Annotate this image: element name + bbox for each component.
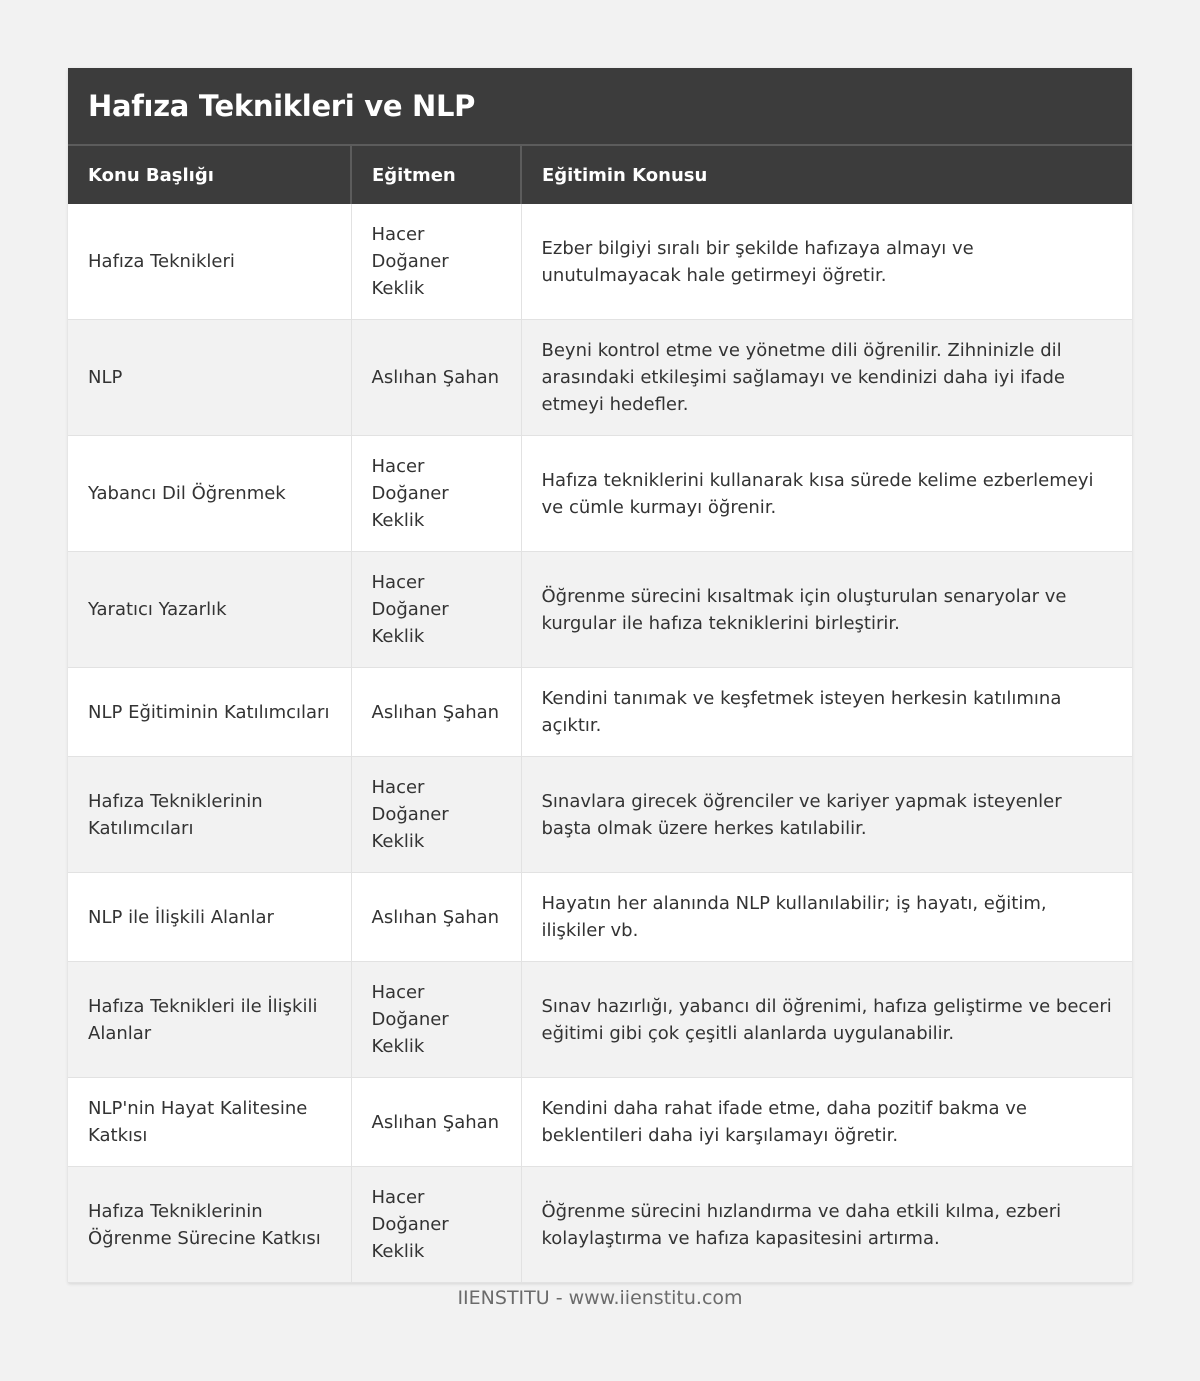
- table-row: [68, 320, 1132, 436]
- table-row: [68, 757, 1132, 873]
- cell-subject: Hafıza tekniklerini kullanarak kısa sürede kelime ezberlemeyi ve cümle kurmayı öğrenir.: [521, 436, 1132, 552]
- table-header: [68, 145, 1132, 204]
- cell-subject: Sınavlara girecek öğrenciler ve kariyer yapmak isteyenler başta olmak üzere herkes katılabilir.: [521, 757, 1132, 873]
- cell-topic: Yabancı Dil Öğrenmek: [68, 436, 351, 552]
- cell-trainer: Hacer Doğaner Keklik: [351, 962, 521, 1078]
- table-row: [68, 668, 1132, 757]
- table-body: [68, 204, 1132, 1283]
- table-row: [68, 436, 1132, 552]
- cell-topic: NLP: [68, 320, 351, 436]
- cell-subject: Kendini tanımak ve keşfetmek isteyen herkesin katılımına açıktır.: [521, 668, 1132, 757]
- cell-trainer: Aslıhan Şahan: [351, 1078, 521, 1167]
- cell-subject: Ezber bilgiyi sıralı bir şekilde hafızaya almayı ve unutulmayacak hale getirmeyi öğretir.: [521, 204, 1132, 320]
- cell-trainer: Hacer Doğaner Keklik: [351, 436, 521, 552]
- cell-topic: Yaratıcı Yazarlık: [68, 552, 351, 668]
- page-title: Hafıza Teknikleri ve NLP: [88, 89, 476, 123]
- table-card: [68, 68, 1132, 1283]
- column-header-subject: Eğitimin Konusu: [521, 145, 1132, 204]
- cell-trainer: Aslıhan Şahan: [351, 873, 521, 962]
- table-row: [68, 1078, 1132, 1167]
- cell-trainer: Aslıhan Şahan: [351, 668, 521, 757]
- cell-topic: NLP ile İlişkili Alanlar: [68, 873, 351, 962]
- cell-topic: Hafıza Teknikleri: [68, 204, 351, 320]
- column-header-topic: Konu Başlığı: [68, 145, 351, 204]
- table-row: [68, 1167, 1132, 1283]
- cell-subject: Öğrenme sürecini hızlandırma ve daha etkili kılma, ezberi kolaylaştırma ve hafıza kapasitesini artırma.: [521, 1167, 1132, 1283]
- cell-subject: Kendini daha rahat ifade etme, daha pozitif bakma ve beklentileri daha iyi karşılamayı öğretir.: [521, 1078, 1132, 1167]
- title-bar: [68, 68, 1132, 144]
- column-header-trainer: Eğitmen: [351, 145, 521, 204]
- cell-subject: Sınav hazırlığı, yabancı dil öğrenimi, hafıza geliştirme ve beceri eğitimi gibi çok çeşitli alanlarda uygulanabilir.: [521, 962, 1132, 1078]
- cell-topic: NLP'nin Hayat Kalitesine Katkısı: [68, 1078, 351, 1167]
- cell-topic: NLP Eğitiminin Katılımcıları: [68, 668, 351, 757]
- cell-trainer: Hacer Doğaner Keklik: [351, 757, 521, 873]
- table-row: [68, 962, 1132, 1078]
- cell-subject: Öğrenme sürecini kısaltmak için oluşturulan senaryolar ve kurgular ile hafıza tekniklerini birleştirir.: [521, 552, 1132, 668]
- cell-trainer: Hacer Doğaner Keklik: [351, 552, 521, 668]
- cell-trainer: Hacer Doğaner Keklik: [351, 1167, 521, 1283]
- table-row: [68, 873, 1132, 962]
- table-row: [68, 552, 1132, 668]
- cell-topic: Hafıza Tekniklerinin Öğrenme Sürecine Katkısı: [68, 1167, 351, 1283]
- cell-subject: Hayatın her alanında NLP kullanılabilir; iş hayatı, eğitim, ilişkiler vb.: [521, 873, 1132, 962]
- footer-credit: IIENSTITU - www.iienstitu.com: [457, 1287, 743, 1309]
- cell-topic: Hafıza Tekniklerinin Katılımcıları: [68, 757, 351, 873]
- cell-trainer: Hacer Doğaner Keklik: [351, 204, 521, 320]
- cell-topic: Hafıza Teknikleri ile İlişkili Alanlar: [68, 962, 351, 1078]
- table-row: [68, 204, 1132, 320]
- cell-trainer: Aslıhan Şahan: [351, 320, 521, 436]
- training-table: [68, 144, 1132, 1283]
- cell-subject: Beyni kontrol etme ve yönetme dili öğrenilir. Zihninizle dil arasındaki etkileşimi sağlamayı ve kendinizi daha iyi ifade etmeyi hedefler.: [521, 320, 1132, 436]
